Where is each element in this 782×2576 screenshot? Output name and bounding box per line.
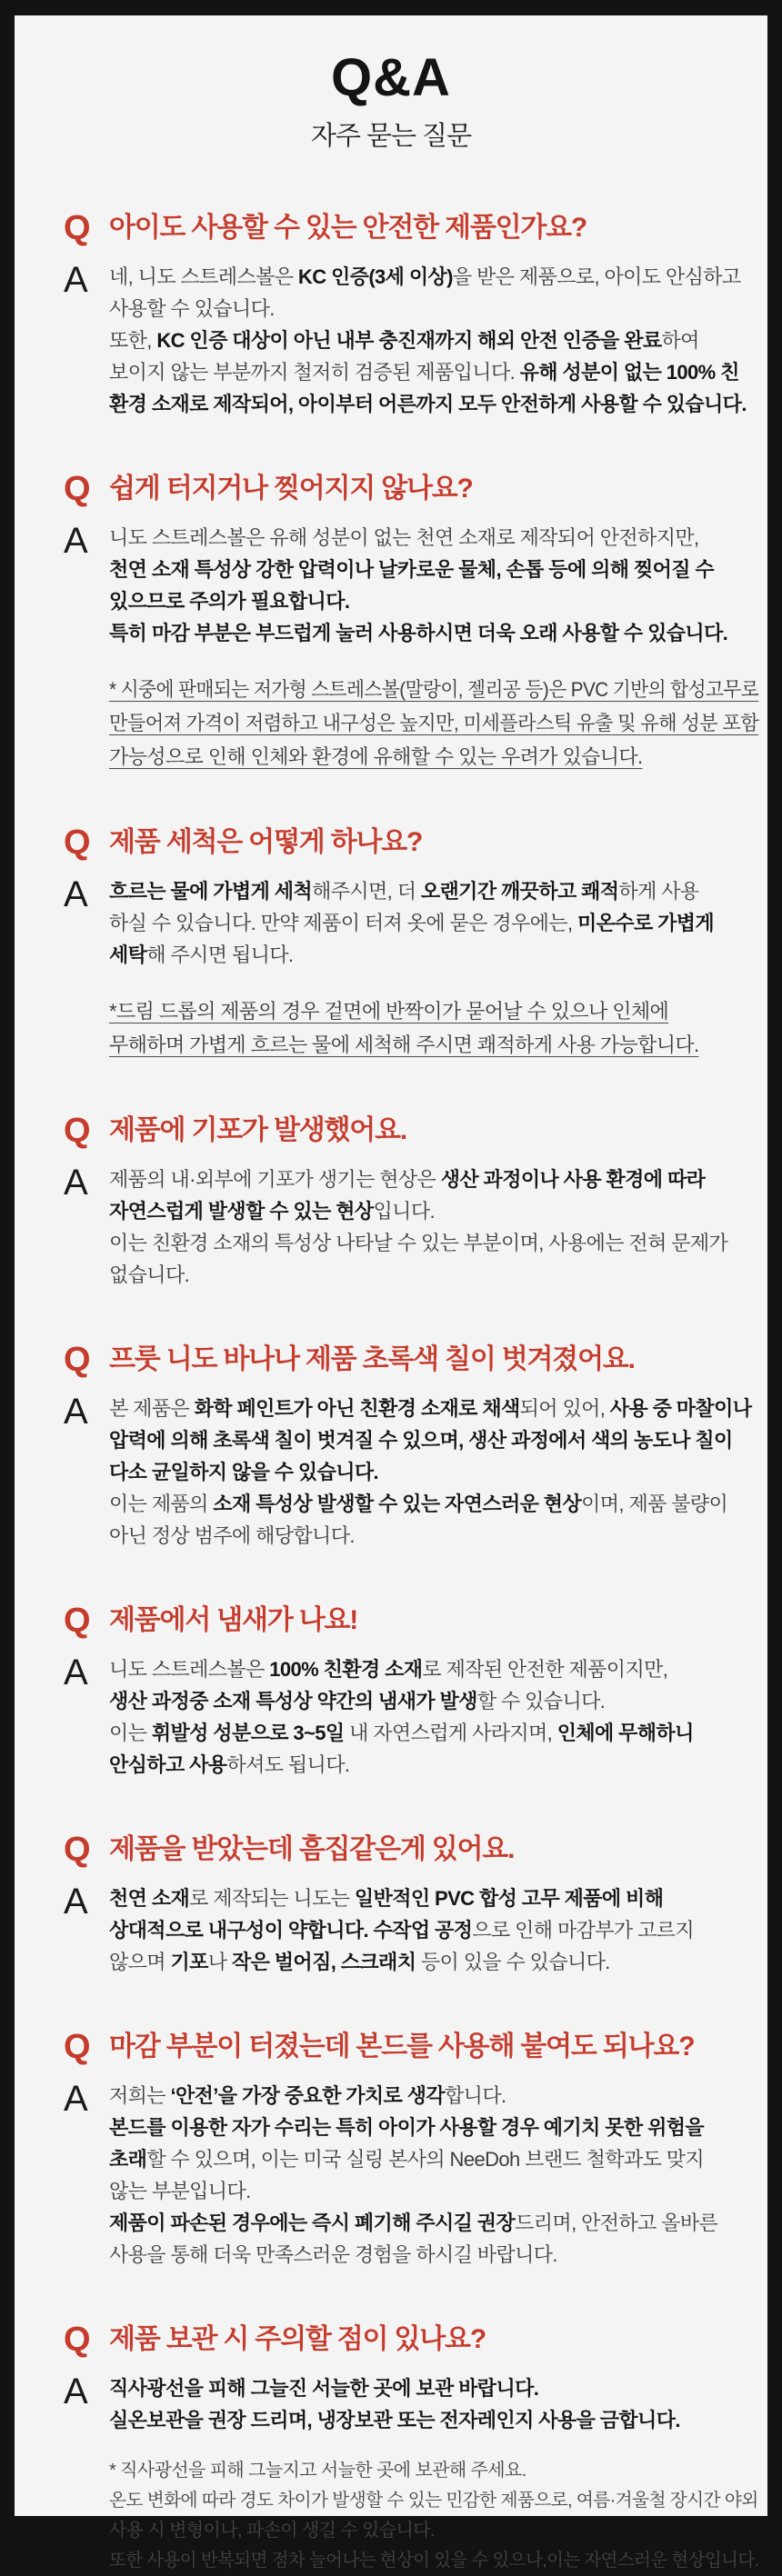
q-label: Q [64,470,91,508]
footnote-line: *드림 드롭의 제품의 경우 겉면에 반짝이가 묻어날 수 있으나 인체에 [109,1000,669,1023]
answer-body [109,522,758,649]
faq-section [64,1342,758,1552]
answer-line: 사용을 통해 더욱 만족스러운 경험을 하시길 바랍니다. [109,2243,557,2266]
a-label: A [64,260,88,300]
answer-line: 다소 균일하지 않을 수 있습니다. [109,1461,379,1483]
a-label: A [64,1392,88,1432]
answer-line: 초래할 수 있으며, 이는 미국 실링 본사의 NeeDoh 브랜드 철학과도 맞지 [109,2148,705,2171]
answer-body [109,875,758,971]
answer-body [109,1653,758,1781]
answer-line: 흐르는 물에 가볍게 세척해주시면, 더 오랜기간 깨끗하고 쾌적하게 사용 [109,880,699,903]
a-label: A [64,2079,88,2119]
question-text: 아이도 사용할 수 있는 안전한 제품인가요? [109,213,587,243]
answer-line: 자연스럽게 발생할 수 있는 현상입니다. [109,1200,435,1223]
footnote-line: 무해하며 가볍게 흐르는 물에 세척해 주시면 쾌적하게 사용 가능합니다. [109,1033,699,1056]
faq-section [64,1832,758,1978]
footnote-line: 사용 시 변형이나, 파손이 생길 수 있습니다. [109,2521,435,2541]
question-text: 제품에서 냄새가 나요! [109,1605,358,1635]
q-label: Q [64,824,91,862]
q-label: Q [64,1831,91,1869]
page-title: Q&A [331,48,451,107]
answer-line: 제품의 내·외부에 기포가 생기는 현상은 생산 과정이나 사용 환경에 따라 [109,1168,706,1191]
answer-row [64,2080,758,2271]
faq-page [15,15,767,2571]
footnote-line: 또한 사용이 반복되면 점차 늘어나는 현상이 있을 수 있으나,이는 자연스러운 현상입니다. [109,2551,759,2571]
question-row [64,1342,758,1378]
faq-section [64,2029,758,2271]
answer-line: 니도 스트레스볼은 100% 친환경 소재로 제작된 안전한 제품이지만, [109,1658,668,1681]
q-label: Q [64,1341,91,1379]
question-row [64,1832,758,1868]
question-row [64,471,758,507]
q-label: Q [64,209,91,247]
q-label: Q [64,1602,91,1640]
q-label: Q [64,2321,91,2359]
answer-body [109,261,758,420]
answer-row [64,1882,758,1978]
q-label: Q [64,2028,91,2066]
question-text: 쉽게 터지거나 찢어지지 않나요? [109,474,473,504]
answer-line: 특히 마감 부분은 부드럽게 눌러 사용하시면 더욱 오래 사용할 수 있습니다. [109,622,728,644]
a-label: A [64,1652,88,1692]
faq-section [64,1113,758,1291]
answer-line: 저희는 ‘안전’을 가장 중요한 가치로 생각합니다. [109,2084,506,2107]
answer-line: 제품이 파손된 경우에는 즉시 폐기해 주시길 권장드리며, 안전하고 올바른 [109,2212,718,2234]
answer-line: 천연 소재 특성상 강한 압력이나 날카로운 물체, 손톱 등에 의해 찢어질 수 [109,558,715,581]
a-label: A [64,1163,88,1203]
answer-line: 이는 제품의 소재 특성상 발생할 수 있는 자연스러운 현상이며, 제품 불량이 [109,1493,728,1515]
answer-line: 실온보관을 권장 드리며, 냉장보관 또는 전자레인지 사용을 금합니다. [109,2409,680,2431]
question-text: 프룻 니도 바나나 제품 초록색 칠이 벗겨졌어요. [109,1344,635,1374]
answer-line: 있으므로 주의가 필요합니다. [109,590,350,613]
a-label: A [64,2371,88,2411]
answer-body [109,2372,758,2436]
answer-line: 않으며 기포나 작은 벌어짐, 스크래치 등이 있을 수 있습니다. [109,1951,610,1973]
answer-line: 이는 휘발성 성분으로 3~5일 내 자연스럽게 사라지며, 인체에 무해하니 [109,1722,694,1744]
answer-line: 안심하고 사용하셔도 됩니다. [109,1753,350,1776]
a-label: A [64,1882,88,1922]
question-row [64,1113,758,1149]
question-row [64,2321,758,2358]
answer-line: 상대적으로 내구성이 약합니다. 수작업 공정으로 인해 마감부가 고르지 [109,1919,695,1942]
faq-section [64,210,758,420]
a-label: A [64,874,88,914]
page-header [64,43,718,159]
question-text: 마감 부분이 터졌는데 본드를 사용해 붙여도 되나요? [109,2032,695,2062]
question-row [64,210,758,246]
answer-body [109,1393,758,1552]
answer-row [64,1393,758,1552]
answer-line: 천연 소재로 제작되는 니도는 일반적인 PVC 합성 고무 제품에 비해 [109,1887,664,1910]
answer-line: 또한, KC 인증 대상이 아닌 내부 충진재까지 해외 안전 인증을 완료하여 [109,329,699,352]
answer-line: 보이지 않는 부분까지 철저히 검증된 제품입니다. 유해 성분이 없는 100% 친 [109,361,739,384]
answer-line: 세탁해 주시면 됩니다. [109,944,294,966]
q-label: Q [64,1112,91,1150]
answer-row [64,1653,758,1781]
footnote-line: 만들어져 가격이 저렴하고 내구성은 높지만, 미세플라스틱 유출 및 유해 성분 포함 [109,712,759,734]
answer-line: 이는 친환경 소재의 특성상 나타날 수 있는 부분이며, 사용에는 전혀 문제가 [109,1232,728,1254]
answer-line: 아닌 정상 범주에 해당합니다. [109,1524,355,1547]
answer-row [64,1163,758,1291]
question-row [64,2029,758,2065]
footnote-line: 온도 변화에 따라 경도 차이가 발생할 수 있는 민감한 제품으로, 여름·겨울철 장시간 야외 [109,2491,758,2511]
answer-line: 니도 스트레스볼은 유해 성분이 없는 천연 소재로 제작되어 안전하지만, [109,526,699,549]
question-text: 제품 세척은 어떻게 하나요? [109,827,423,857]
qa-sections [64,210,758,2576]
question-text: 제품 보관 시 주의할 점이 있나요? [109,2324,486,2354]
faq-section [64,1603,758,1781]
answer-line: 본 제품은 화학 페인트가 아닌 친환경 소재로 채색되어 있어, 사용 중 마찰이나 [109,1397,752,1420]
answer-line: 없습니다. [109,1263,190,1286]
answer-line: 본드를 이용한 자가 수리는 특히 아이가 사용할 경우 예기치 못한 위험을 [109,2116,705,2139]
footnote-line: 가능성으로 인해 인체와 환경에 유해할 수 있는 우려가 있습니다. [109,745,643,768]
answer-body [109,2080,758,2271]
answer-row [64,522,758,649]
answer-row [64,2372,758,2436]
question-row [64,824,758,861]
footnote-line: * 시중에 판매되는 저가형 스트레스볼(말랑이, 젤리공 등)은 PVC 기반의 합성고무로 [109,678,759,701]
answer-line: 직사광선을 피해 그늘진 서늘한 곳에 보관 바랍니다. [109,2377,539,2400]
faq-section [64,2321,758,2576]
answer-line: 않는 부분입니다. [109,2180,251,2202]
answer-body [109,1163,758,1291]
answer-line: 환경 소재로 제작되어, 아이부터 어른까지 모두 안전하게 사용할 수 있습니다. [109,393,747,415]
answer-line: 압력에 의해 초록색 칠이 벗겨질 수 있으며, 생산 과정에서 색의 농도나 칠이 [109,1429,733,1452]
question-text: 제품에 기포가 발생했어요. [109,1115,406,1145]
answer-line: 네, 니도 스트레스볼은 KC 인증(3세 이상)을 받은 제품으로, 아이도 안심하고 [109,265,741,288]
footnote [109,994,758,1062]
answer-body [109,1882,758,1978]
footnote [109,2456,758,2576]
faq-section [64,824,758,1062]
a-label: A [64,521,88,561]
footnote-line: * 직사광선을 피해 그늘지고 서늘한 곳에 보관해 주세요. [109,2461,526,2481]
question-row [64,1603,758,1639]
answer-row [64,261,758,420]
answer-row [64,875,758,971]
footnote [109,673,758,774]
answer-line: 하실 수 있습니다. 만약 제품이 터져 옷에 묻은 경우에는, 미온수로 가볍게 [109,912,715,934]
answer-line: 생산 과정중 소재 특성상 약간의 냄새가 발생할 수 있습니다. [109,1690,606,1712]
faq-section [64,471,758,774]
question-text: 제품을 받았는데 흠집같은게 있어요. [109,1834,515,1864]
answer-line: 사용할 수 있습니다. [109,297,275,320]
page-subtitle: 자주 묻는 질문 [310,122,472,151]
